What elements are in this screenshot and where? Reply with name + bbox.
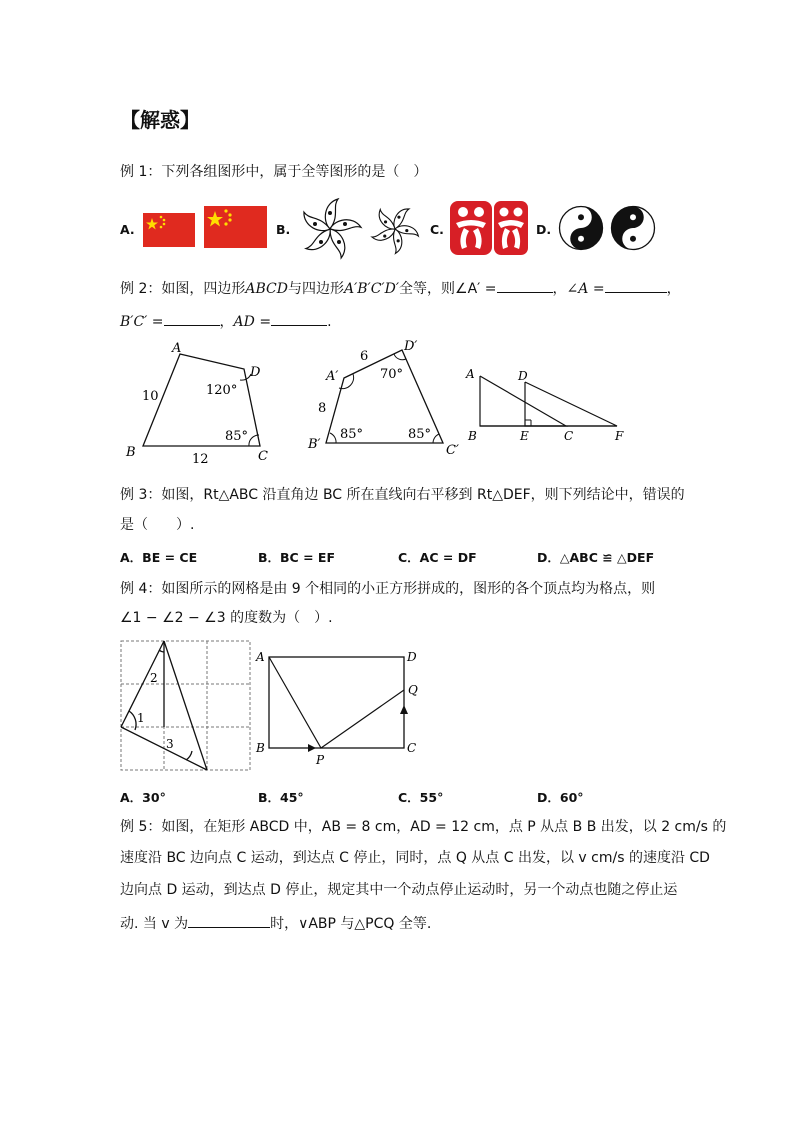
grid-angles-figure [118, 638, 256, 774]
label-d: D [250, 365, 261, 380]
ex3-option-c: C．AC = DF [398, 550, 477, 565]
olympic-pictogram-left [450, 201, 492, 255]
angle-label-2: 2 [150, 671, 158, 685]
side-12: 12 [192, 452, 209, 467]
ex1-option-d: D. [536, 222, 552, 237]
side-8: 8 [318, 401, 327, 416]
ex4-line-1: 例 4：如图所示的网格是由 9 个相同的小正方形拼成的，图形的各个顶点均为格点，则 [120, 581, 656, 597]
label-p: P [316, 753, 325, 767]
ex2-line-1: 例 2：如图，四边形ABCD与四边形A′B′C′D′全等，则∠A′ = ，∠A = ， [120, 278, 681, 298]
ex1-option-c: C. [430, 222, 444, 237]
angle-85-c: 85° [408, 427, 432, 442]
angle-85: 85° [225, 429, 249, 444]
label-a: A [172, 341, 182, 356]
yin-yang-large [558, 205, 604, 251]
ex3-line-1: 例 3：如图，Rt△ABC 沿直角边 BC 所在直线向右平移到 Rt△DEF，则下列结论中，错误的 [120, 487, 685, 503]
china-flag-small [143, 213, 195, 247]
label-b: B [126, 445, 136, 460]
label-q: Q [408, 683, 418, 697]
label-b: B [468, 429, 477, 443]
label-f: F [615, 429, 624, 443]
ex4-line-2: ∠1 − ∠2 − ∠3 的度数为（ ）. [120, 610, 333, 626]
ex4-option-b: B．45° [258, 790, 304, 805]
ex1-option-b: B. [276, 222, 291, 237]
ex4-option-c: C．55° [398, 790, 444, 805]
label-a: A [466, 367, 475, 381]
ex3-line-2: 是（ ）. [120, 517, 195, 533]
ex3-option-b: B．BC = EF [258, 550, 335, 565]
label-c: C [407, 741, 417, 755]
angle-85-b: 85° [340, 427, 364, 442]
section-title: 【解惑】 [120, 108, 200, 132]
side-10: 10 [142, 389, 159, 404]
quadrilateral-abcd-figure [122, 336, 282, 468]
translated-triangles-figure [462, 362, 642, 446]
side-6: 6 [360, 349, 369, 364]
label-c: C [564, 429, 574, 443]
rectangle-moving-points-figure [252, 646, 432, 770]
ex2-line-2: B′C′ = ，AD = . [120, 311, 332, 331]
label-d: D [407, 650, 417, 664]
bauhinia-flower-small [368, 203, 422, 255]
ex5-line-2: 速度沿 BC 边向点 C 运动，到达点 C 停止，同时，点 Q 从点 C 出发，以 v cm/s 的速度沿 CD [120, 850, 710, 866]
ex5-line-1: 例 5：如图，在矩形 ABCD 中，AB = 8 cm，AD = 12 cm，点 P 从点 B B 出发，以 2 cm/s 的 [120, 819, 727, 835]
angle-70: 70° [380, 367, 404, 382]
angle-120: 120° [206, 383, 238, 398]
ex1-stem: 例 1：下列各组图形中，属于全等图形的是（ ） [120, 164, 428, 180]
label-e: E [520, 429, 529, 443]
answer-blank-4[interactable] [271, 311, 327, 326]
answer-blank-2[interactable] [605, 278, 667, 293]
ex3-option-d: D．△ABC ≌ △DEF [537, 550, 655, 565]
label-d-prime: D′ [404, 339, 418, 354]
answer-blank-3[interactable] [164, 311, 220, 326]
angle-label-1: 1 [137, 711, 145, 725]
label-d: D [518, 369, 528, 383]
ex4-option-d: D．60° [537, 790, 584, 805]
bauhinia-flower-large [296, 196, 364, 262]
label-b: B [256, 741, 265, 755]
label-c-prime: C′ [446, 443, 459, 458]
ex4-option-a: A．30° [120, 790, 166, 805]
label-c: C [258, 449, 268, 464]
olympic-pictogram-right [494, 201, 528, 255]
label-a-prime: A′ [326, 369, 339, 384]
yin-yang-rotated [610, 205, 656, 251]
label-b-prime: B′ [308, 437, 321, 452]
answer-blank-5[interactable] [188, 913, 270, 928]
ex1-option-a: A. [120, 222, 135, 237]
label-a: A [256, 650, 265, 664]
quadrilateral-abcd-prime-figure [302, 336, 462, 460]
ex5-line-4: 动. 当 v 为 时，∨ABP 与△PCQ 全等. [120, 913, 431, 933]
answer-blank-1[interactable] [497, 278, 553, 293]
ex3-option-a: A．BE = CE [120, 550, 198, 565]
china-flag-large [204, 206, 267, 248]
angle-label-3: 3 [166, 737, 174, 751]
ex5-line-3: 边向点 D 运动，到达点 D 停止，规定其中一个动点停止运动时，另一个动点也随之停止运 [120, 882, 678, 898]
